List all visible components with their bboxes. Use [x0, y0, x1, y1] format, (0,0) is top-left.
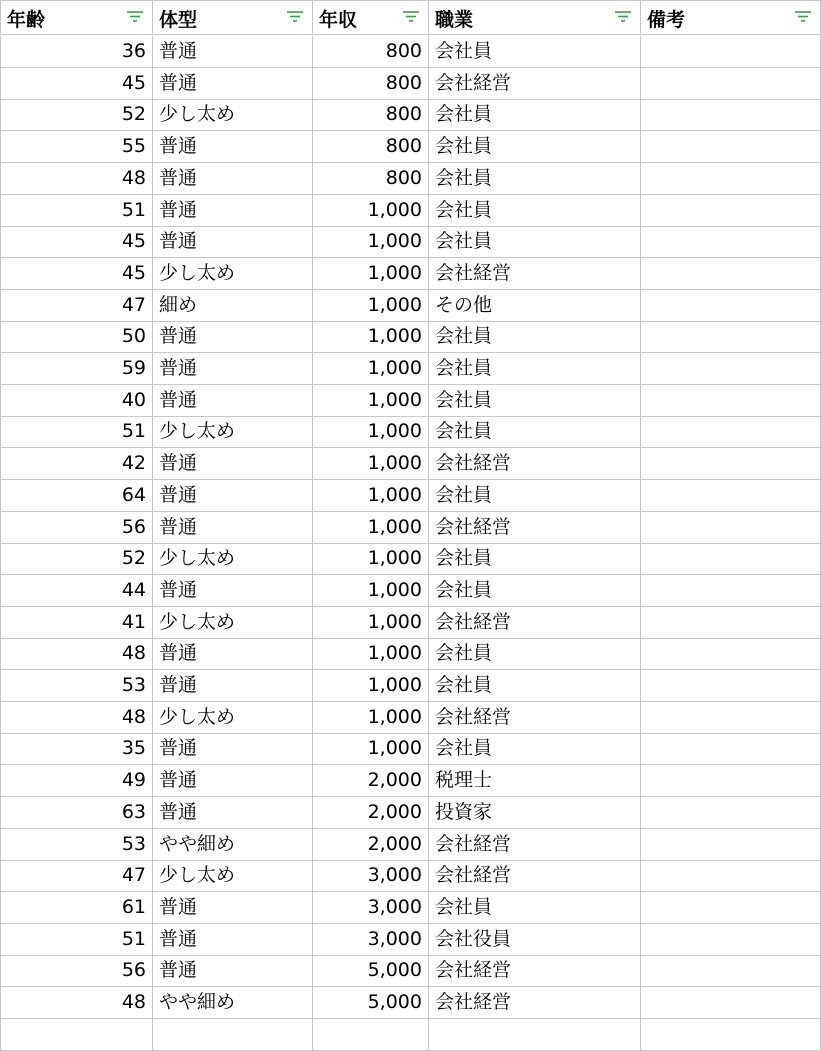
cell-occupation[interactable]: 投資家 — [429, 797, 641, 829]
cell-body-type[interactable]: 普通 — [153, 226, 313, 258]
cell-income[interactable]: 3,000 — [313, 924, 429, 956]
cell-age[interactable]: 48 — [0, 702, 153, 734]
cell-body-type[interactable]: やや細め — [153, 987, 313, 1019]
cell-body-type[interactable]: 少し太め — [153, 860, 313, 892]
cell-notes[interactable] — [641, 797, 821, 829]
cell-body-type[interactable]: 普通 — [153, 924, 313, 956]
cell-age[interactable]: 53 — [0, 670, 153, 702]
cell-notes[interactable] — [641, 131, 821, 163]
table-row — [0, 226, 821, 258]
cell-occupation[interactable]: 会社員 — [429, 99, 641, 131]
cell-occupation[interactable] — [429, 1019, 641, 1051]
cell-body-type[interactable]: 普通 — [153, 733, 313, 765]
table-row — [0, 321, 821, 353]
table-row — [0, 860, 821, 892]
cell-notes[interactable] — [641, 290, 821, 322]
header-label-body-type: 体型 — [159, 9, 198, 31]
cell-age[interactable]: 53 — [0, 829, 153, 861]
cell-income[interactable]: 2,000 — [313, 797, 429, 829]
table-row — [0, 99, 821, 131]
cell-body-type[interactable]: 普通 — [153, 892, 313, 924]
cell-age[interactable]: 59 — [0, 353, 153, 385]
cell-age[interactable]: 45 — [0, 226, 153, 258]
cell-occupation[interactable]: 会社経営 — [429, 955, 641, 987]
cell-occupation[interactable]: 会社経営 — [429, 258, 641, 290]
table-row — [0, 702, 821, 734]
header-cell-age[interactable] — [0, 0, 153, 35]
cell-notes[interactable] — [641, 353, 821, 385]
cell-income[interactable]: 1,000 — [313, 607, 429, 639]
cell-age[interactable]: 52 — [0, 543, 153, 575]
header-label-occupation: 職業 — [435, 9, 474, 31]
cell-age[interactable]: 52 — [0, 99, 153, 131]
cell-notes[interactable] — [641, 575, 821, 607]
cell-age[interactable]: 42 — [0, 448, 153, 480]
table-row — [0, 765, 821, 797]
cell-body-type[interactable]: 少し太め — [153, 543, 313, 575]
cell-body-type[interactable]: 普通 — [153, 163, 313, 195]
cell-notes[interactable] — [641, 448, 821, 480]
cell-age[interactable]: 61 — [0, 892, 153, 924]
cell-age[interactable]: 36 — [0, 36, 153, 68]
cell-body-type[interactable]: 普通 — [153, 955, 313, 987]
cell-notes[interactable] — [641, 480, 821, 512]
cell-body-type[interactable]: 普通 — [153, 36, 313, 68]
cell-notes[interactable] — [641, 36, 821, 68]
cell-body-type[interactable]: 普通 — [153, 321, 313, 353]
cell-body-type[interactable]: 少し太め — [153, 416, 313, 448]
cell-occupation[interactable]: 会社員 — [429, 670, 641, 702]
cell-notes[interactable] — [641, 987, 821, 1019]
cell-age[interactable]: 49 — [0, 765, 153, 797]
header-cell-body-type[interactable] — [153, 0, 313, 35]
cell-occupation[interactable]: 会社経営 — [429, 860, 641, 892]
cell-income[interactable]: 3,000 — [313, 892, 429, 924]
cell-body-type[interactable]: やや細め — [153, 829, 313, 861]
table-row — [0, 416, 821, 448]
filter-icon[interactable] — [615, 11, 631, 23]
filter-icon[interactable] — [403, 11, 419, 23]
cell-occupation[interactable]: 会社員 — [429, 36, 641, 68]
cell-body-type[interactable]: 少し太め — [153, 99, 313, 131]
cell-income[interactable]: 3,000 — [313, 860, 429, 892]
cell-income[interactable]: 1,000 — [313, 353, 429, 385]
cell-occupation[interactable]: 会社員 — [429, 353, 641, 385]
cell-occupation[interactable]: 会社員 — [429, 131, 641, 163]
table-row — [0, 195, 821, 227]
header-cell-income[interactable] — [313, 0, 429, 35]
cell-income[interactable]: 1,000 — [313, 702, 429, 734]
cell-age[interactable]: 35 — [0, 733, 153, 765]
cell-age[interactable]: 44 — [0, 575, 153, 607]
cell-income[interactable]: 1,000 — [313, 575, 429, 607]
cell-income[interactable]: 2,000 — [313, 765, 429, 797]
cell-occupation[interactable]: 会社役員 — [429, 924, 641, 956]
cell-notes[interactable] — [641, 195, 821, 227]
cell-body-type[interactable]: 普通 — [153, 68, 313, 100]
cell-notes[interactable] — [641, 829, 821, 861]
cell-occupation[interactable]: その他 — [429, 290, 641, 322]
header-cell-occupation[interactable] — [429, 0, 641, 35]
table-row — [0, 987, 821, 1019]
cell-income[interactable]: 800 — [313, 68, 429, 100]
table-row — [0, 733, 821, 765]
cell-income[interactable]: 1,000 — [313, 448, 429, 480]
cell-body-type[interactable]: 少し太め — [153, 607, 313, 639]
header-label-income: 年収 — [319, 9, 358, 31]
cell-age[interactable]: 51 — [0, 195, 153, 227]
cell-notes[interactable] — [641, 321, 821, 353]
cell-occupation[interactable]: 会社経営 — [429, 512, 641, 544]
table-row — [0, 131, 821, 163]
cell-notes[interactable] — [641, 892, 821, 924]
table-row — [0, 955, 821, 987]
cell-occupation[interactable]: 会社員 — [429, 575, 641, 607]
cell-age[interactable]: 56 — [0, 512, 153, 544]
cell-age[interactable]: 45 — [0, 258, 153, 290]
filter-icon[interactable] — [127, 11, 143, 23]
cell-age[interactable]: 51 — [0, 416, 153, 448]
cell-income[interactable]: 1,000 — [313, 670, 429, 702]
cell-age[interactable]: 47 — [0, 290, 153, 322]
table-row — [0, 512, 821, 544]
cell-age[interactable]: 48 — [0, 638, 153, 670]
header-label-notes: 備考 — [647, 9, 686, 31]
cell-occupation[interactable]: 会社経営 — [429, 987, 641, 1019]
cell-age[interactable]: 40 — [0, 385, 153, 417]
cell-occupation[interactable]: 会社員 — [429, 416, 641, 448]
cell-body-type[interactable]: 普通 — [153, 480, 313, 512]
cell-occupation[interactable]: 会社経営 — [429, 68, 641, 100]
cell-income[interactable]: 1,000 — [313, 385, 429, 417]
table-row — [0, 290, 821, 322]
filter-icon[interactable] — [287, 11, 303, 23]
cell-income[interactable]: 800 — [313, 99, 429, 131]
cell-occupation[interactable]: 会社経営 — [429, 448, 641, 480]
cell-income[interactable]: 1,000 — [313, 258, 429, 290]
cell-notes[interactable] — [641, 512, 821, 544]
table-row — [0, 924, 821, 956]
filter-icon[interactable] — [795, 11, 811, 23]
cell-income[interactable]: 1,000 — [313, 638, 429, 670]
cell-income[interactable]: 5,000 — [313, 955, 429, 987]
cell-notes[interactable] — [641, 607, 821, 639]
cell-notes[interactable] — [641, 860, 821, 892]
cell-income[interactable] — [313, 1019, 429, 1051]
cell-occupation[interactable]: 会社員 — [429, 480, 641, 512]
table-row — [0, 353, 821, 385]
table-row — [0, 385, 821, 417]
cell-body-type[interactable]: 普通 — [153, 512, 313, 544]
cell-body-type[interactable]: 少し太め — [153, 258, 313, 290]
table-row — [0, 480, 821, 512]
cell-income[interactable]: 1,000 — [313, 195, 429, 227]
cell-body-type[interactable] — [153, 1019, 313, 1051]
cell-notes[interactable] — [641, 385, 821, 417]
table-row — [0, 670, 821, 702]
cell-body-type[interactable]: 普通 — [153, 195, 313, 227]
cell-age[interactable]: 56 — [0, 955, 153, 987]
cell-income[interactable]: 800 — [313, 36, 429, 68]
cell-age[interactable]: 47 — [0, 860, 153, 892]
cell-occupation[interactable]: 会社員 — [429, 321, 641, 353]
table-row — [0, 36, 821, 68]
cell-body-type[interactable]: 普通 — [153, 670, 313, 702]
cell-notes[interactable] — [641, 765, 821, 797]
cell-body-type[interactable]: 普通 — [153, 385, 313, 417]
cell-income[interactable]: 1,000 — [313, 733, 429, 765]
table-row — [0, 892, 821, 924]
cell-body-type[interactable]: 普通 — [153, 448, 313, 480]
header-row — [0, 0, 821, 35]
table-row — [0, 543, 821, 575]
cell-income[interactable]: 2,000 — [313, 829, 429, 861]
cell-occupation[interactable]: 会社員 — [429, 733, 641, 765]
table-row — [0, 68, 821, 100]
cell-notes[interactable] — [641, 226, 821, 258]
table-row — [0, 829, 821, 861]
cell-income[interactable]: 1,000 — [313, 226, 429, 258]
cell-age[interactable] — [0, 1019, 153, 1051]
header-cell-notes[interactable] — [641, 0, 821, 35]
cell-income[interactable]: 1,000 — [313, 321, 429, 353]
cell-body-type[interactable]: 普通 — [153, 353, 313, 385]
cell-body-type[interactable]: 細め — [153, 290, 313, 322]
cell-occupation[interactable]: 会社経営 — [429, 702, 641, 734]
cell-notes[interactable] — [641, 416, 821, 448]
cell-age[interactable]: 64 — [0, 480, 153, 512]
table-row — [0, 607, 821, 639]
cell-income[interactable]: 5,000 — [313, 987, 429, 1019]
table-row — [0, 258, 821, 290]
cell-age[interactable]: 48 — [0, 163, 153, 195]
cell-notes[interactable] — [641, 163, 821, 195]
cell-notes[interactable] — [641, 1019, 821, 1051]
cell-income[interactable]: 1,000 — [313, 290, 429, 322]
cell-notes[interactable] — [641, 258, 821, 290]
cell-occupation[interactable]: 会社員 — [429, 226, 641, 258]
cell-occupation[interactable]: 会社員 — [429, 892, 641, 924]
cell-occupation[interactable]: 会社員 — [429, 195, 641, 227]
header-label-age: 年齢 — [7, 9, 46, 31]
cell-income[interactable]: 1,000 — [313, 480, 429, 512]
cell-age[interactable]: 51 — [0, 924, 153, 956]
table-row — [0, 163, 821, 195]
cell-body-type[interactable]: 普通 — [153, 131, 313, 163]
cell-occupation[interactable]: 会社員 — [429, 163, 641, 195]
cell-age[interactable]: 55 — [0, 131, 153, 163]
table-row — [0, 638, 821, 670]
cell-age[interactable]: 45 — [0, 68, 153, 100]
cell-notes[interactable] — [641, 670, 821, 702]
cell-notes[interactable] — [641, 924, 821, 956]
cell-notes[interactable] — [641, 99, 821, 131]
cell-age[interactable]: 63 — [0, 797, 153, 829]
cell-body-type[interactable]: 普通 — [153, 765, 313, 797]
cell-body-type[interactable]: 普通 — [153, 797, 313, 829]
cell-occupation[interactable]: 会社経営 — [429, 829, 641, 861]
cell-occupation[interactable]: 会社員 — [429, 543, 641, 575]
cell-occupation[interactable]: 税理士 — [429, 765, 641, 797]
cell-notes[interactable] — [641, 955, 821, 987]
table-row — [0, 797, 821, 829]
cell-occupation[interactable]: 会社員 — [429, 385, 641, 417]
cell-income[interactable]: 800 — [313, 163, 429, 195]
cell-body-type[interactable]: 少し太め — [153, 702, 313, 734]
table-row — [0, 1019, 821, 1051]
table-row — [0, 448, 821, 480]
cell-notes[interactable] — [641, 702, 821, 734]
cell-income[interactable]: 1,000 — [313, 543, 429, 575]
cell-occupation[interactable]: 会社員 — [429, 638, 641, 670]
cell-body-type[interactable]: 普通 — [153, 638, 313, 670]
cell-notes[interactable] — [641, 68, 821, 100]
cell-notes[interactable] — [641, 733, 821, 765]
cell-income[interactable]: 800 — [313, 131, 429, 163]
cell-age[interactable]: 50 — [0, 321, 153, 353]
cell-body-type[interactable]: 普通 — [153, 575, 313, 607]
cell-income[interactable]: 1,000 — [313, 512, 429, 544]
cell-notes[interactable] — [641, 543, 821, 575]
cell-notes[interactable] — [641, 638, 821, 670]
cell-income[interactable]: 1,000 — [313, 416, 429, 448]
table-row — [0, 575, 821, 607]
cell-age[interactable]: 48 — [0, 987, 153, 1019]
cell-age[interactable]: 41 — [0, 607, 153, 639]
cell-occupation[interactable]: 会社経営 — [429, 607, 641, 639]
